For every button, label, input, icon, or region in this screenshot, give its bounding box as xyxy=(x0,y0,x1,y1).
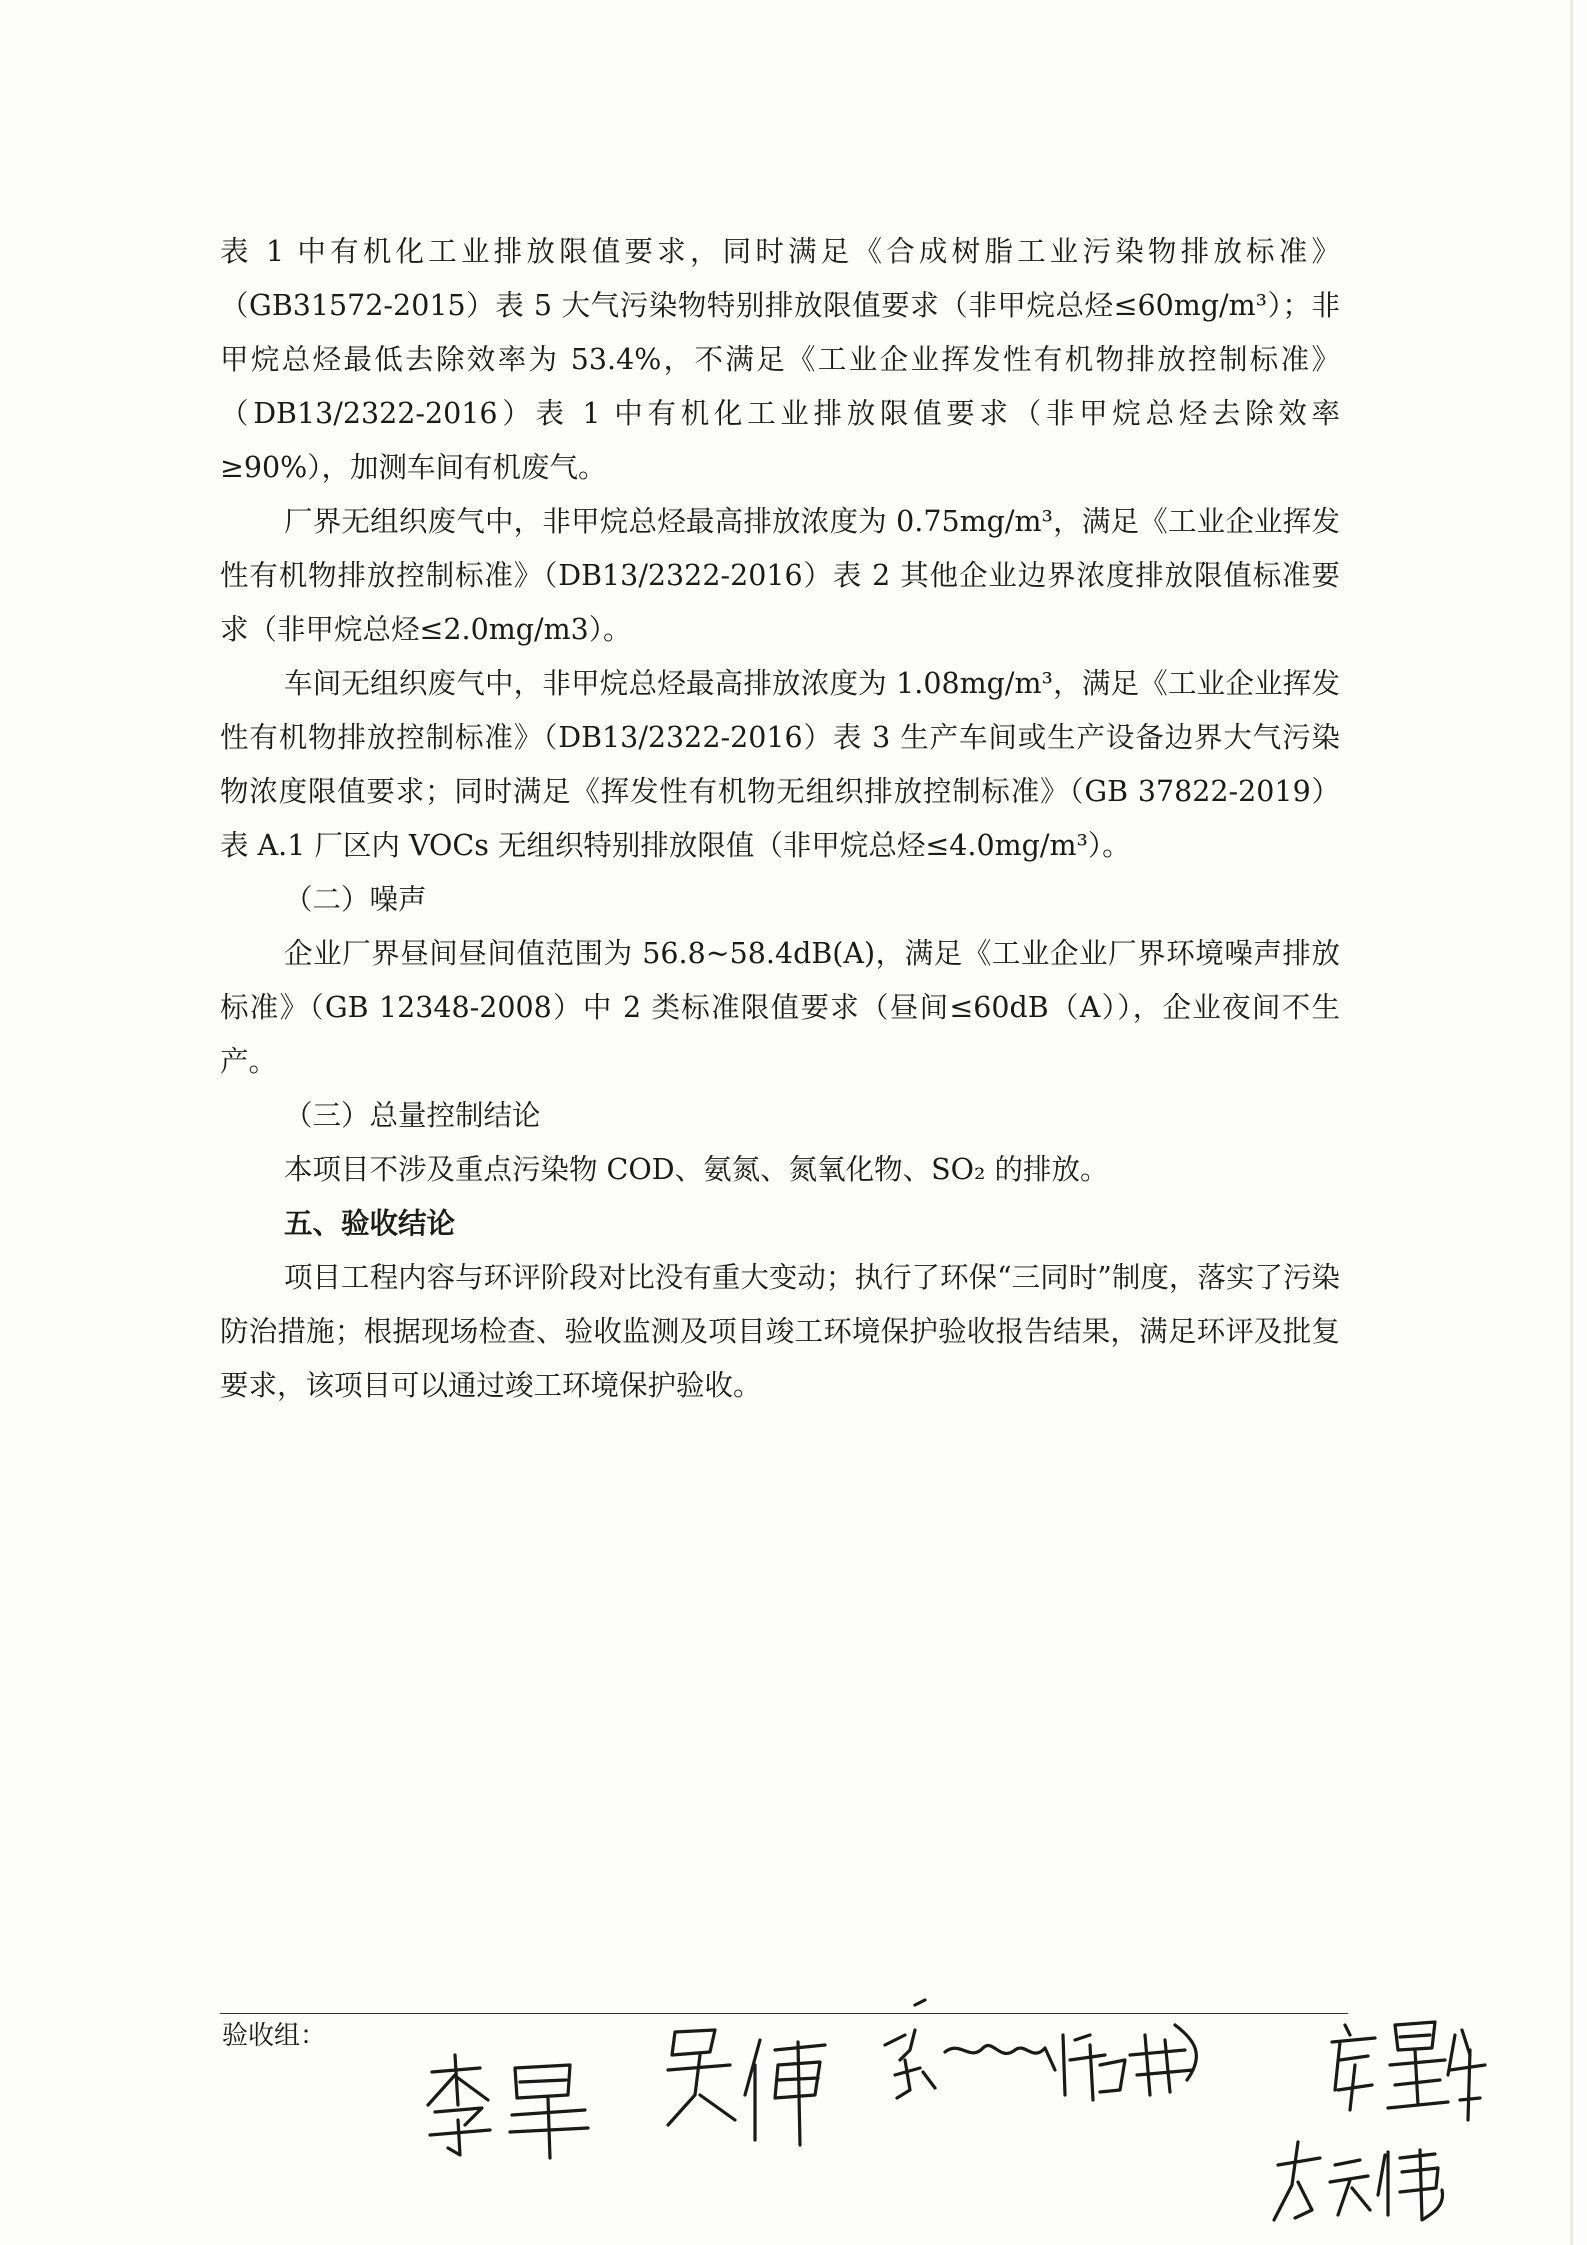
paragraph-emission-limits: 表 1 中有机化工业排放限值要求，同时满足《合成树脂工业污染物排放标准》（GB31572-2015）表 5 大气污染物特别排放限值要求（非甲烷总烃≤60mg/m³）；非甲烷总烃最低去除效率为 53.4%，不满足《工业企业挥发性有机物排放控制标准》（DB13/2322-2016）表 1 中有机化工业排放限值要求（非甲烷总烃去除效率≥90%），加测车间有机废气。 xyxy=(220,235,1340,484)
subheading-total-control: （三）总量控制结论 xyxy=(284,1099,541,1132)
subheading-noise: （二）噪声 xyxy=(284,883,427,916)
signature-3 xyxy=(875,2000,1255,2110)
scan-page-edge xyxy=(1570,0,1573,2245)
signature-5 xyxy=(1260,2120,1460,2230)
paragraph-noise: 企业厂界昼间昼间值范围为 56.8~58.4dB(A)，满足《工业企业厂界环境噪声排放标准》（GB 12348-2008）中 2 类标准限值要求（昼间≤60dB（A）），企业夜间不生产。 xyxy=(220,937,1340,1078)
acceptance-group-label: 验收组： xyxy=(222,2021,327,2051)
document-body xyxy=(220,225,1340,1413)
signature-2 xyxy=(660,2020,840,2150)
paragraph-workshop-exhaust: 车间无组织废气中，非甲烷总烃最高排放浓度为 1.08mg/m³，满足《工业企业挥发性有机物排放控制标准》（DB13/2322-2016）表 3 生产车间或生产设备边界大气污染物浓度限值要求；同时满足《挥发性有机物无组织排放控制标准》（GB 37822-2019）表 A.1 厂区内 VOCs 无组织特别排放限值（非甲烷总烃≤4.0mg/m³）。 xyxy=(220,667,1340,862)
signature-1 xyxy=(420,2050,600,2160)
signature-4 xyxy=(1320,2010,1490,2130)
section-heading-conclusion: 五、验收结论 xyxy=(284,1207,456,1240)
paragraph-conclusion: 项目工程内容与环评阶段对比没有重大变动；执行了环保“三同时”制度，落实了污染防治措施；根据现场检查、验收监测及项目竣工环境保护验收报告结果，满足环评及批复要求，该项目可以通过竣工环境保护验收。 xyxy=(220,1261,1340,1402)
paragraph-boundary-exhaust: 厂界无组织废气中，非甲烷总烃最高排放浓度为 0.75mg/m³，满足《工业企业挥发性有机物排放控制标准》（DB13/2322-2016）表 2 其他企业边界浓度排放限值标准要求（非甲烷总烃≤2.0mg/m3）。 xyxy=(220,505,1340,646)
paragraph-total-control: 本项目不涉及重点污染物 COD、氨氮、氮氧化物、SO₂ 的排放。 xyxy=(284,1153,1109,1186)
